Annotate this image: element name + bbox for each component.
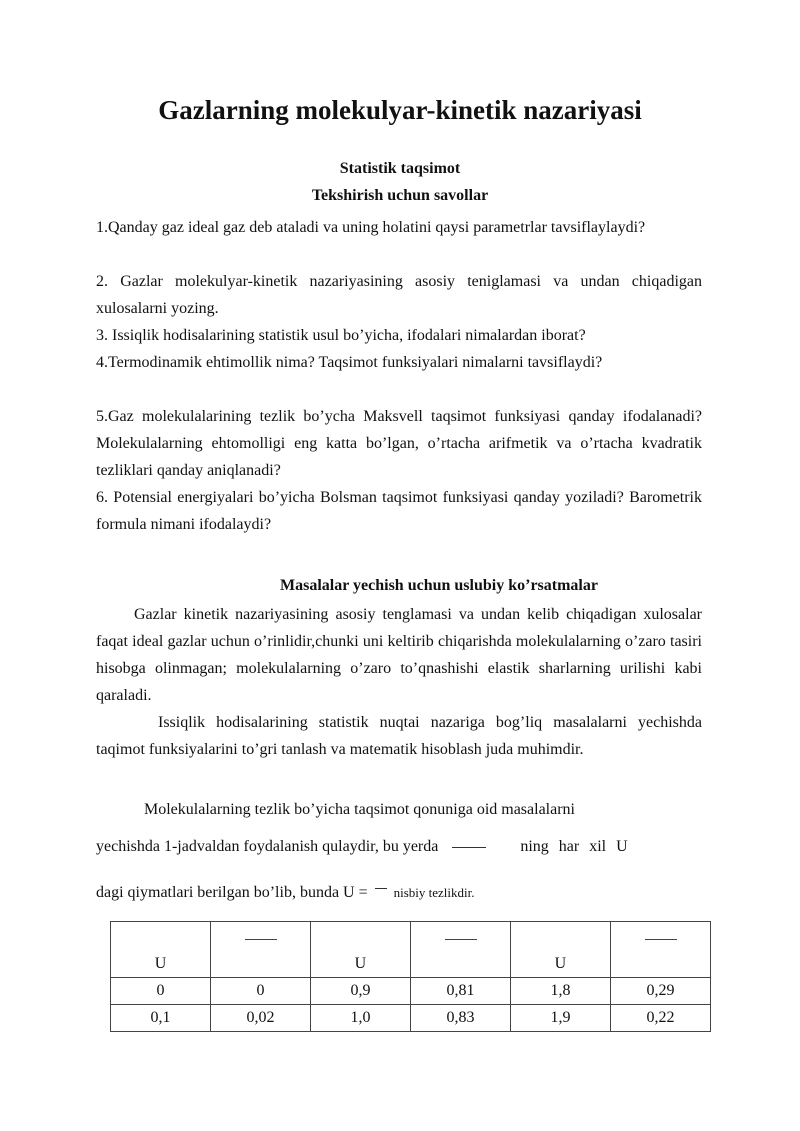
table-cell: 0,81 [410,978,510,1005]
line-a-right: ning har xil U [520,838,628,855]
table-header-cell: U [111,922,211,978]
paragraph-3: Molekulalarning tezlik bo’yicha taqsimot qonuniga oid masalalarni [144,801,575,818]
formula-placeholder [445,939,477,940]
question-5: 5.Gaz molekulalarining tezlik bo’ycha Maksvell taqsimot funksiyasi qanday ifodalanadi? Molekulalarning ehtomolligi eng katta bo’lgan, o’rtacha arifmetik va o’rtacha kvadratik tezliklari qanday aniqlanadi? [96,408,702,479]
subtitle-distribution: Statistik taqsimot [339,160,461,177]
page-title: Gazlarning molekulyar-kinetik nazariyasi [158,95,642,125]
section-title: Masalalar yechish uchun uslubiy ko’rsatmalar [280,577,598,594]
table-cell: 0,83 [410,1005,510,1032]
table-header-cell [610,922,710,978]
table-header-cell: U [310,922,410,978]
text-line-b [96,884,475,902]
table-cell: 1,0 [310,1005,410,1032]
table-cell: 0,22 [610,1005,710,1032]
table-cell: 0 [210,978,310,1005]
paragraph-2: Issiqlik hodisalarining statistik nuqtai nazariga bog’liq masalalarni yechishda taqimot funksiyalarini to’gri tanlash va matematik hisoblash juda muhimdir. [96,714,702,758]
table-cell: 1,8 [510,978,610,1005]
table-row [111,1005,711,1032]
table-cell: 0 [111,978,211,1005]
line-b-left: dagi qiymatlari berilgan bo’lib, bunda U = [96,884,368,901]
question-2: 2. Gazlar molekulyar-kinetik nazariyasining asosiy teniglamasi va undan chiqadigan xulosalarni yozing. [96,273,702,317]
table-cell: 0,02 [210,1005,310,1032]
table-cell: 0,1 [111,1005,211,1032]
line-a-left: yechishda 1-jadvaldan foydalanish qulaydir, bu yerda [96,838,439,855]
table-cell: 0,9 [310,978,410,1005]
text-line-a [96,838,628,856]
table-header-cell: U [510,922,610,978]
formula-placeholder [245,939,277,940]
table-header-cell [410,922,510,978]
velocity-table [110,921,711,1032]
formula-placeholder [452,847,486,848]
question-3: 3. Issiqlik hodisalarining statistik usul bo’yicha, ifodalari nimalardan iborat? [96,327,586,344]
paragraph-1: Gazlar kinetik nazariyasining asosiy tenglamasi va undan kelib chiqadigan xulosalar faqat ideal gazlar uchun o’rinlidir,chunki uni keltirib chiqarishda molekulalarning o’zaro tasiri hisobga olinmagan; molekulalarning o’zaro to’qnashishi elastik sharlarning urilishi kabi qaraladi. [96,606,702,704]
table-cell: 1,9 [510,1005,610,1032]
line-b-right: nisbiy tezlikdir. [393,885,475,900]
table-row [111,978,711,1005]
question-4: 4.Termodinamik ehtimollik nima? Taqsimot funksiyalari nimalarni tavsiflaydi? [96,354,603,371]
question-6: 6. Potensial energiyalari bo’yicha Bolsman taqsimot funksiyasi qanday yoziladi? Barometrik formula nimani ifodalaydi? [96,489,702,533]
subtitle-questions: Tekshirish uchun savollar [311,187,489,204]
formula-placeholder [645,939,677,940]
formula-placeholder-small [375,888,387,889]
table-cell: 0,29 [610,978,710,1005]
table-header-row [111,922,711,978]
table-header-cell [210,922,310,978]
question-1: 1.Qanday gaz ideal gaz deb ataladi va uning holatini qaysi parametrlar tavsiflaylaydi? [96,219,646,236]
